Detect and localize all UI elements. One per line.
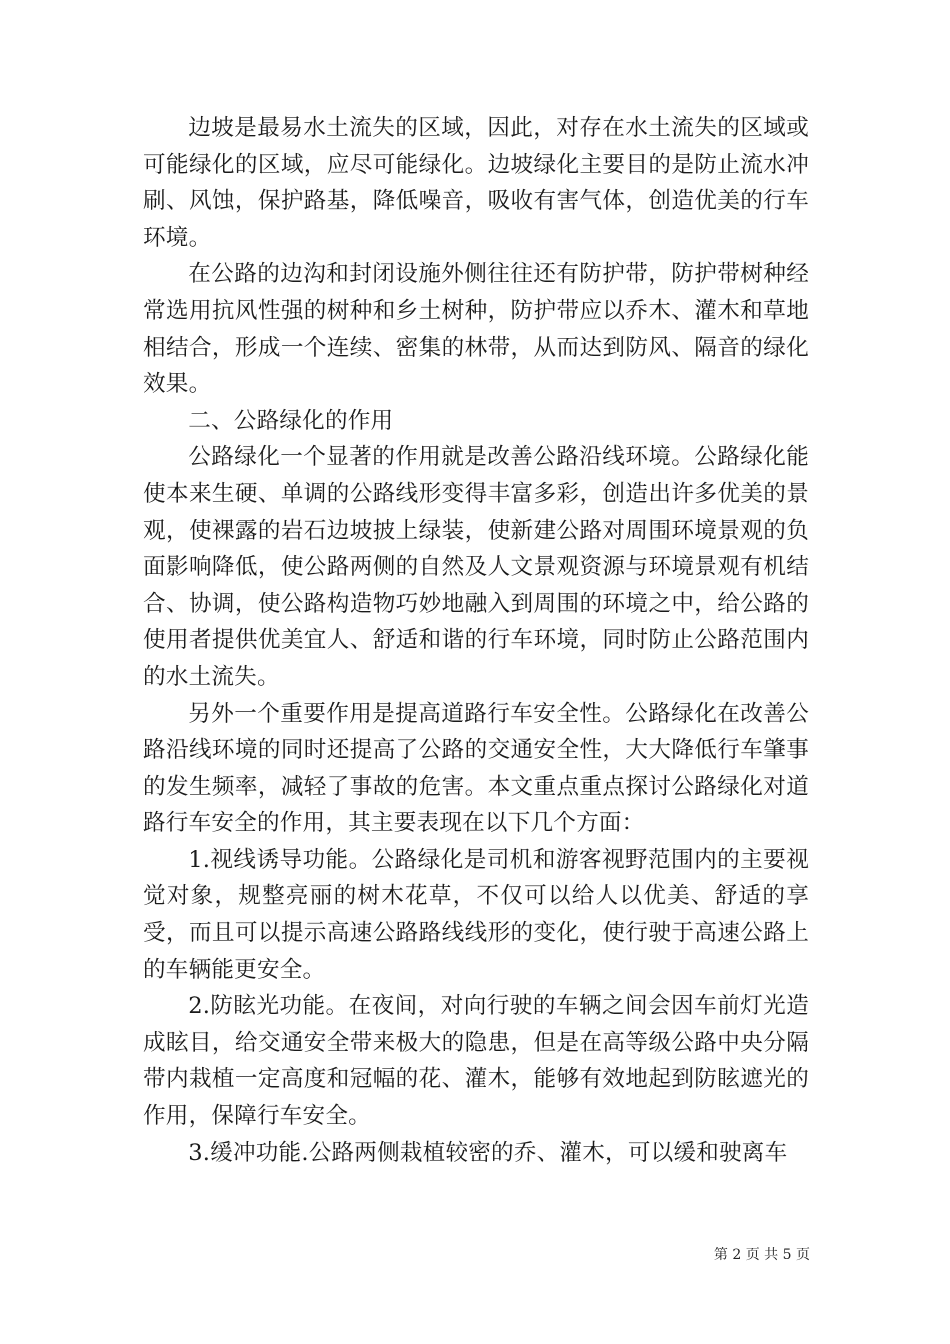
list-item-visual-guidance: 1.视线诱导功能。公路绿化是司机和游客视野范围内的主要视觉对象，规整亮丽的树木花草，不仅可以给人以优美、舒适的享受，而且可以提示高速公路路线线形的变化，使行驶于高速公路上的车辆能更安全。 (143, 846, 809, 983)
paragraph-slope-greening: 边坡是最易水土流失的区域，因此，对存在水土流失的区域或可能绿化的区域，应尽可能绿化。边坡绿化主要目的是防止流水冲刷、风蚀，保护路基，降低噪音，吸收有害气体，创造优美的行车环境。 (143, 115, 809, 251)
paragraph-improve-environment: 公路绿化一个显著的作用就是改善公路沿线环境。公路绿化能使本来生硬、单调的公路线形变得丰富多彩，创造出许多优美的景观，使裸露的岩石边坡披上绿装，使新建公路对周围环境景观的负面影响降低，使公路两侧的自然及人文景观资源与环境景观有机结合、协调，使公路构造物巧妙地融入到周围的环境之中，给公路的使用者提供优美宜人、舒适和谐的行车环境，同时防止公路范围内的水土流失。 (143, 444, 809, 690)
paragraph-traffic-safety: 另外一个重要作用是提高道路行车安全性。公路绿化在改善公路沿线环境的同时还提高了公路的交通安全性，大大降低行车肇事的发生频率，减轻了事故的危害。本文重点重点探讨公路绿化对道路行车安全的作用，其主要表现在以下几个方面： (143, 700, 809, 837)
page-number: 第 2 页 共 5 页 (713, 1247, 810, 1263)
list-item-anti-glare: 2.防眩光功能。在夜间，对向行驶的车辆之间会因车前灯光造成眩目，给交通安全带来极大的隐患，但是在高等级公路中央分隔带内栽植一定高度和冠幅的花、灌木，能够有效地起到防眩遮光的作用，保障行车安全。 (143, 993, 809, 1130)
list-item-buffer: 3.缓冲功能.公路两侧栽植较密的乔、灌木，可以缓和驶离车 (188, 1139, 788, 1166)
document-body (143, 110, 809, 1171)
section-heading-greening-role: 二、公路绿化的作用 (188, 407, 394, 434)
paragraph-protective-belt: 在公路的边沟和封闭设施外侧往往还有防护带，防护带树种经常选用抗风性强的树种和乡土树种，防护带应以乔木、灌木和草地相结合，形成一个连续、密集的林带，从而达到防风、隔音的绿化效果。 (143, 261, 809, 398)
